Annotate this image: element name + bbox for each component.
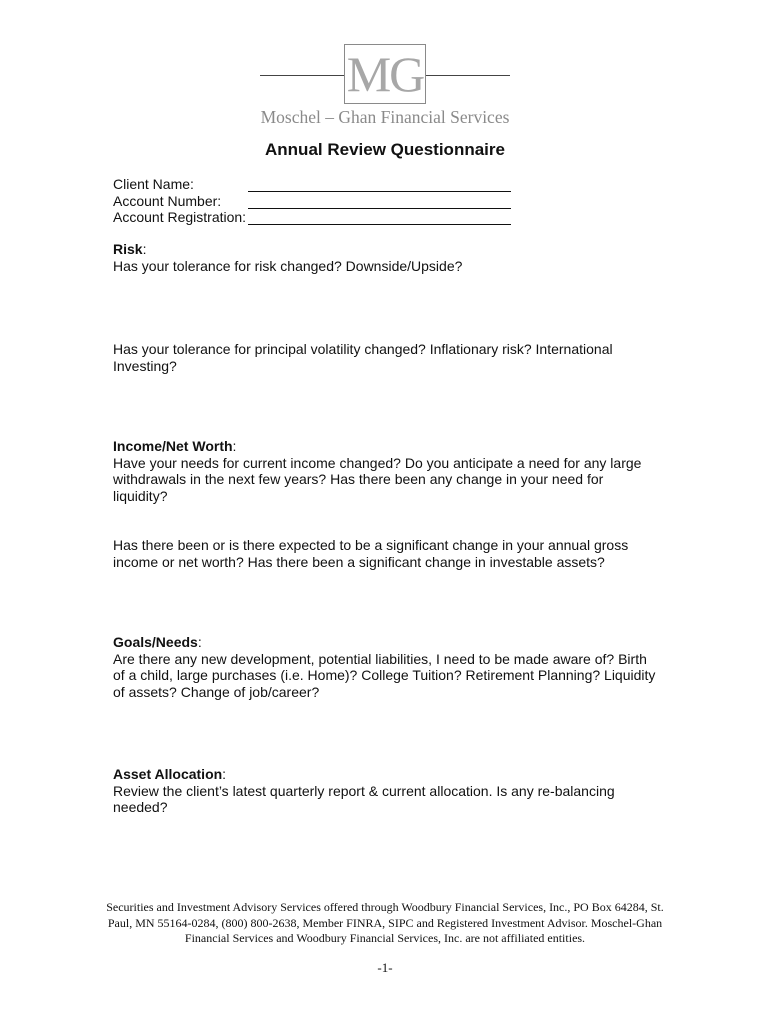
account-registration-label: Account Registration: bbox=[113, 209, 247, 225]
firm-name: Moschel – Ghan Financial Services bbox=[260, 107, 510, 127]
income-heading: Income/Net Worth bbox=[113, 438, 233, 454]
page-title: Annual Review Questionnaire bbox=[265, 140, 505, 159]
income-question-2: Has there been or is there expected to be a significant change in your annual gross income or net worth? Has there been a significant change in investable assets? bbox=[113, 537, 629, 570]
account-number-blank bbox=[248, 208, 511, 209]
logo-monogram: MG bbox=[346, 46, 424, 102]
allocation-heading: Asset Allocation bbox=[113, 766, 223, 782]
risk-heading: Risk bbox=[113, 241, 143, 257]
logo-monogram-box bbox=[344, 44, 426, 104]
goals-section: Goals/Needs: Are there any new development, potential liabilities, I need to be made aware of? Birth of a child, large purchases (i.e. Home)? College Tuition? Retirement Planning? Liquidity of assets? Change of job/career? bbox=[113, 634, 658, 700]
account-registration-blank bbox=[248, 224, 511, 225]
account-number-label: Account Number: bbox=[113, 193, 222, 209]
risk-question-1: Has your tolerance for risk changed? Downside/Upside? bbox=[113, 257, 463, 274]
goals-question-1: Are there any new development, potential liabilities, I need to be made aware of? Birth of a child, large purchases (i.e. Home)? College Tuition? Retirement Planning? Liquidity of assets? Change of job/career? bbox=[113, 650, 656, 700]
income-question-1: Have your needs for current income changed? Do you anticipate a need for any large withdrawals in the next few years? Has there been any change in your need for liquidity? bbox=[113, 454, 642, 504]
company-logo bbox=[260, 44, 510, 134]
goals-heading: Goals/Needs bbox=[113, 634, 198, 650]
allocation-section: Asset Allocation: Review the client’s latest quarterly report & current allocation. Is any re-balancing needed? bbox=[113, 766, 658, 816]
client-name-blank bbox=[248, 191, 511, 192]
client-name-label: Client Name: bbox=[113, 176, 194, 192]
footer-disclosure: Securities and Investment Advisory Services offered through Woodbury Financial Services, Inc., PO Box 64284, St. Paul, MN 55164-0284, (800) 800-2638, Member FINRA, SIPC and Registered Investment Advisor. Moschel-Ghan Financial Services and Woodbury Financial Services, Inc. are not affiliated entities. bbox=[106, 900, 664, 945]
allocation-question-1: Review the client’s latest quarterly report & current allocation. Is any re-balancing needed? bbox=[113, 782, 615, 815]
page-number: -1- bbox=[377, 960, 393, 975]
logo-rule-right bbox=[426, 75, 510, 76]
income-section: Income/Net Worth: Have your needs for current income changed? Do you anticipate a need for any large withdrawals in the next few years? Has there been any change in your need for liquidity? bbox=[113, 438, 658, 504]
logo-rule-left bbox=[260, 75, 344, 76]
risk-question-2: Has your tolerance for principal volatility changed? Inflationary risk? International Investing? bbox=[113, 341, 613, 374]
risk-section: Risk: Has your tolerance for risk changed? Downside/Upside? bbox=[113, 241, 658, 274]
